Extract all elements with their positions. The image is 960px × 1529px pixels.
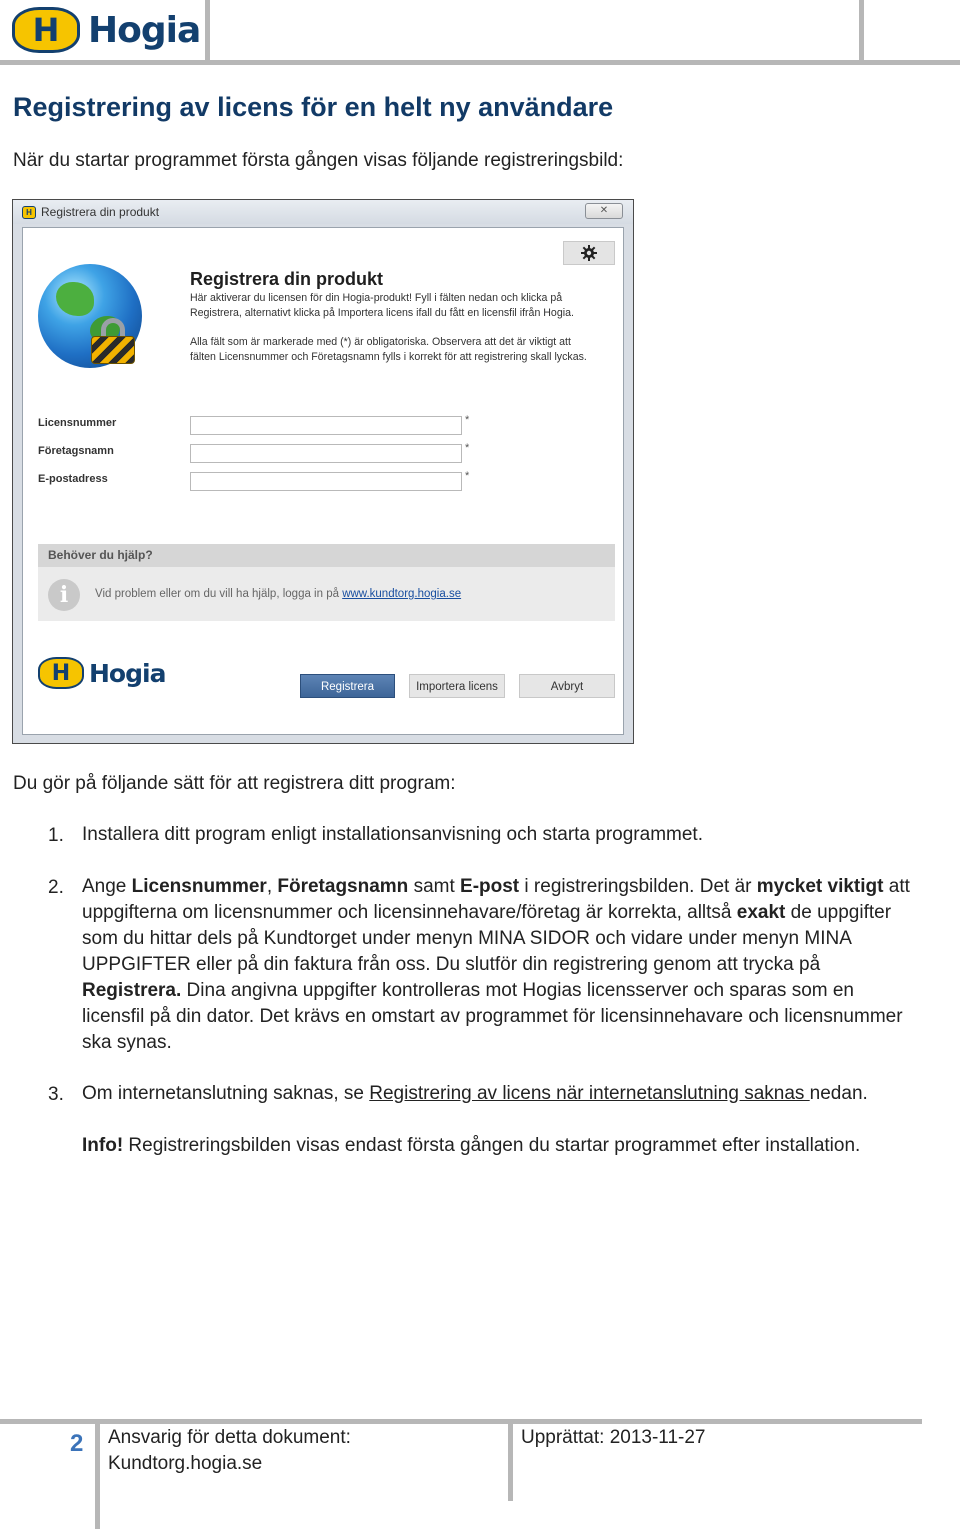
dialog-window-title: Registrera din produkt xyxy=(41,205,160,219)
page-number: 2 xyxy=(70,1430,84,1457)
page-title: Registrering av licens för en helt ny användare xyxy=(13,92,614,122)
registration-dialog-screenshot xyxy=(12,199,634,744)
register-button[interactable]: Registrera xyxy=(300,674,395,698)
step-2: Ange Licensnummer, Företagsnamn samt E-post i registreringsbilden. Det är mycket viktigt att uppgifterna om licensnummer och licensinnehavare/företag är korrekta, alltså exakt de uppgifter som du hittar dels på Kundtorget under menyn MINA SIDOR och vidare under menyn MINA UPPGIFTER eller på din faktura från oss. Du slutför din registrering genom att trycka på Registrera. Dina angivna uppgifter kontrolleras mot Hogias licensserver och sparas som en licensfil på din dator. Det krävs en omstart av programmet för licensinnehavare och licensnummer ska synas. xyxy=(82,876,910,1053)
gear-icon xyxy=(581,245,597,261)
required-marker: * xyxy=(465,442,470,454)
responsible-label: Ansvarig för detta dokument: xyxy=(108,1427,351,1448)
hogia-app-icon: H xyxy=(22,206,36,219)
help-heading: Behöver du hjälp? xyxy=(48,548,153,562)
footer-created-date: Upprättat: 2013-11-27 xyxy=(521,1427,706,1448)
step-number: 1. xyxy=(48,825,64,846)
dialog-hogia-logo: H Hogia xyxy=(38,657,165,689)
help-text: Vid problem eller om du vill ha hjälp, logga in på www.kundtorg.hogia.se xyxy=(95,588,462,600)
info-label: Info! xyxy=(82,1135,124,1156)
info-note: Info! Registreringsbilden visas endast första gången du startar programmet efter installation. xyxy=(82,1135,861,1156)
dialog-titlebar xyxy=(13,200,633,224)
header-separator-right xyxy=(859,0,864,63)
settings-button[interactable] xyxy=(563,241,615,265)
email-label: E-postadress xyxy=(38,473,108,485)
hogia-logo-h-icon: H xyxy=(12,7,80,53)
dialog-description: Här aktiverar du licensen för din Hogia-produkt! Fyll i fälten nedan och klicka på Registrera, alternativt klicka på Importera licens ifall du fått en licensfil ifrån Hogia. xyxy=(190,292,574,319)
header-separator xyxy=(205,0,210,63)
footer-separator-right xyxy=(508,1419,513,1501)
footer-separator xyxy=(95,1419,100,1529)
cancel-button[interactable]: Avbryt xyxy=(519,674,615,698)
hogia-logo xyxy=(12,7,200,53)
company-name-input[interactable] xyxy=(190,444,462,463)
padlock-icon xyxy=(91,318,135,364)
footer-responsible xyxy=(108,1425,351,1477)
responsible-value: Kundtorg.hogia.se xyxy=(108,1453,263,1474)
help-panel xyxy=(38,567,615,621)
help-heading-bar xyxy=(38,544,615,567)
hogia-logo-h-icon: H xyxy=(38,657,84,689)
intro-text: När du startar programmet första gången visas följande registreringsbild: xyxy=(13,150,624,171)
license-number-input[interactable] xyxy=(190,416,462,435)
email-input[interactable] xyxy=(190,472,462,491)
required-marker: * xyxy=(465,470,470,482)
step-1: Installera ditt program enligt installationsanvisning och starta programmet. xyxy=(82,824,703,845)
dialog-heading: Registrera din produkt xyxy=(190,269,384,289)
step-number: 3. xyxy=(48,1084,64,1105)
dialog-content xyxy=(22,227,624,735)
required-marker: * xyxy=(465,414,470,426)
company-name-label: Företagsnamn xyxy=(38,445,114,457)
dialog-required-note: Alla fält som är markerade med (*) är obligatoriska. Observera att det är viktigt att fälten Licensnummer och Företagsnamn fylls i korrekt för att registrering skall lyckas. xyxy=(190,336,587,363)
import-license-button[interactable]: Importera licens xyxy=(409,674,505,698)
step-3: Om internetanslutning saknas, se Registrering av licens när internetanslutning saknas nedan. xyxy=(82,1083,868,1104)
license-number-label: Licensnummer xyxy=(38,417,117,429)
step-number: 2. xyxy=(48,877,64,898)
kundtorg-link[interactable]: www.kundtorg.hogia.se xyxy=(342,588,462,600)
header-rule xyxy=(0,60,960,65)
hogia-logo-word: Hogia xyxy=(88,9,201,51)
instructions-lead: Du gör på följande sätt för att registrera ditt program: xyxy=(13,773,456,794)
footer-rule xyxy=(0,1419,922,1424)
close-icon[interactable]: ✕ xyxy=(585,203,623,219)
offline-registration-link[interactable]: Registrering av licens när internetanslutning saknas xyxy=(369,1083,810,1104)
info-icon: i xyxy=(48,579,80,611)
